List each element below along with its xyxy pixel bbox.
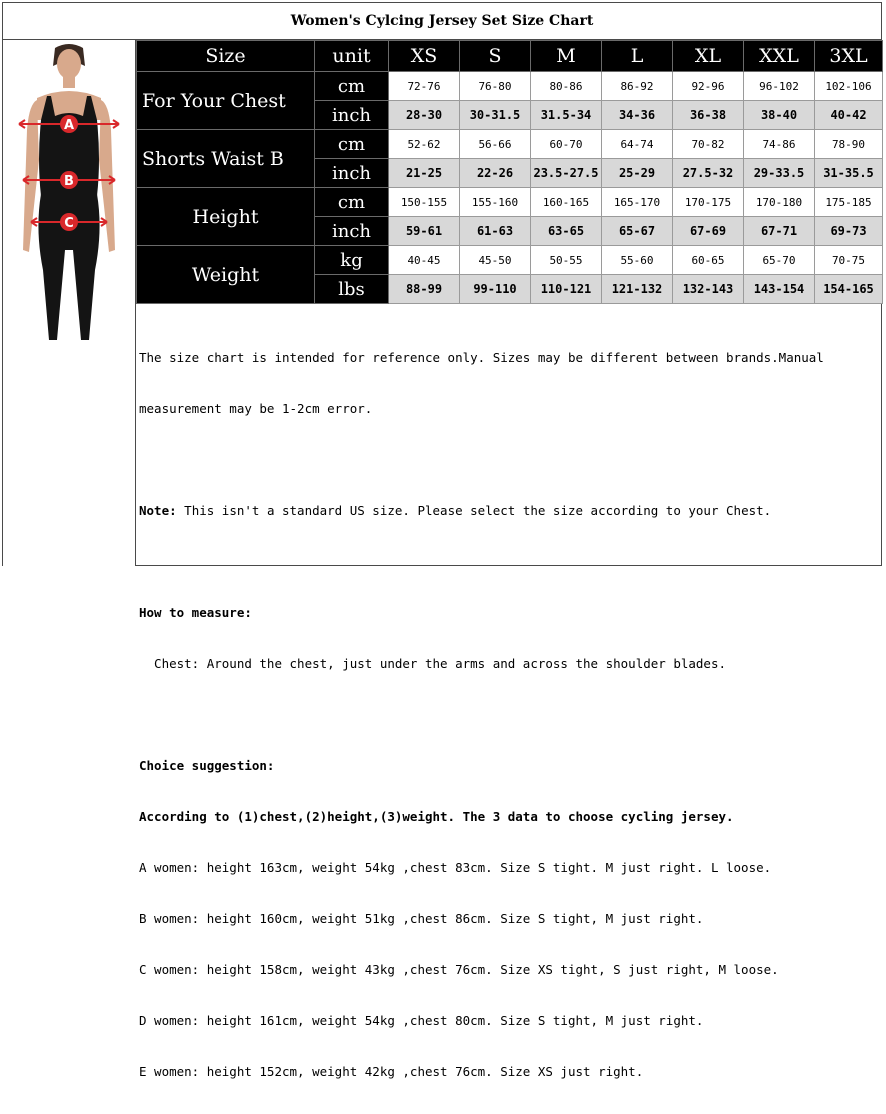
- height-xs-value: 59-61: [389, 217, 460, 246]
- waist-xl-value: 27.5-32: [673, 159, 744, 188]
- size-l-header: L: [602, 41, 673, 72]
- chest-metric-row: [137, 72, 883, 101]
- weight-m-value: 110-121: [531, 275, 602, 304]
- size-header: Size: [137, 41, 315, 72]
- example-e: E women: height 152cm, weight 42kg ,chest 76cm. Size XS just right.: [139, 1064, 644, 1079]
- size-m-header: M: [531, 41, 602, 72]
- waist-3xl-value: 78-90: [815, 130, 883, 159]
- note-label: Note:: [139, 503, 177, 518]
- chest-label: For Your Chest: [137, 72, 315, 130]
- waist-xl-value: 70-82: [673, 130, 744, 159]
- waist-l-value: 25-29: [602, 159, 673, 188]
- weight-xs-value: 88-99: [389, 275, 460, 304]
- height-label: Height: [137, 188, 315, 246]
- height-xl-value: 67-69: [673, 217, 744, 246]
- weight-xl-value: 132-143: [673, 275, 744, 304]
- height-m-value: 63-65: [531, 217, 602, 246]
- waist-label: Shorts Waist B: [137, 130, 315, 188]
- example-b: B women: height 160cm, weight 51kg ,chest 86cm. Size S tight, M just right.: [139, 911, 704, 926]
- weight-l-value: 121-132: [602, 275, 673, 304]
- svg-text:B: B: [64, 174, 74, 189]
- height-m-value: 160-165: [531, 188, 602, 217]
- header-row: [137, 41, 883, 72]
- size-3xl-header: 3XL: [815, 41, 883, 72]
- height-l-value: 65-67: [602, 217, 673, 246]
- height-xl-value: 170-175: [673, 188, 744, 217]
- weight-metric-row: [137, 246, 883, 275]
- height-3xl-value: 69-73: [815, 217, 883, 246]
- size-xs-header: XS: [389, 41, 460, 72]
- choice-rule: According to (1)chest,(2)height,(3)weight. The 3 data to choose cycling jersey.: [139, 809, 734, 824]
- chest-xs-value: 28-30: [389, 101, 460, 130]
- height-unit-imperial: inch: [315, 217, 389, 246]
- chest-l-value: 34-36: [602, 101, 673, 130]
- chest-xl-value: 36-38: [673, 101, 744, 130]
- chest-s-value: 76-80: [460, 72, 531, 101]
- marker-b: [60, 171, 78, 189]
- waist-l-value: 64-74: [602, 130, 673, 159]
- how-to-measure-heading: How to measure:: [139, 605, 252, 620]
- waist-unit-imperial: inch: [315, 159, 389, 188]
- example-d: D women: height 161cm, weight 54kg ,chest 80cm. Size S tight, M just right.: [139, 1013, 704, 1028]
- height-3xl-value: 175-185: [815, 188, 883, 217]
- height-xxl-value: 67-71: [744, 217, 815, 246]
- chart-title: Women's Cylcing Jersey Set Size Chart: [3, 3, 881, 40]
- weight-s-value: 99-110: [460, 275, 531, 304]
- chest-xxl-value: 96-102: [744, 72, 815, 101]
- model-arm-right: [99, 100, 115, 252]
- choice-suggestion-heading: Choice suggestion:: [139, 758, 275, 773]
- waist-xs-value: 52-62: [389, 130, 460, 159]
- waist-s-value: 22-26: [460, 159, 531, 188]
- height-xs-value: 150-155: [389, 188, 460, 217]
- weight-unit-metric: kg: [315, 246, 389, 275]
- waist-metric-row: [137, 130, 883, 159]
- how-to-measure-text: Chest: Around the chest, just under the arms and across the shoulder blades.: [139, 656, 726, 671]
- marker-a: [60, 115, 78, 133]
- note-line: [139, 502, 879, 519]
- weight-m-value: 50-55: [531, 246, 602, 275]
- size-table: [136, 40, 883, 304]
- chest-l-value: 86-92: [602, 72, 673, 101]
- weight-3xl-value: 154-165: [815, 275, 883, 304]
- weight-3xl-value: 70-75: [815, 246, 883, 275]
- svg-text:C: C: [64, 216, 74, 231]
- waist-xxl-value: 74-86: [744, 130, 815, 159]
- reference-note-line-2: measurement may be 1-2cm error.: [139, 401, 373, 416]
- weight-l-value: 55-60: [602, 246, 673, 275]
- size-xl-header: XL: [673, 41, 744, 72]
- chest-m-value: 31.5-34: [531, 101, 602, 130]
- weight-xl-value: 60-65: [673, 246, 744, 275]
- waist-m-value: 23.5-27.5: [531, 159, 602, 188]
- weight-s-value: 45-50: [460, 246, 531, 275]
- marker-c: [60, 213, 78, 231]
- chest-xs-value: 72-76: [389, 72, 460, 101]
- height-s-value: 61-63: [460, 217, 531, 246]
- waist-s-value: 56-66: [460, 130, 531, 159]
- waist-3xl-value: 31-35.5: [815, 159, 883, 188]
- chest-s-value: 30-31.5: [460, 101, 531, 130]
- height-metric-row: [137, 188, 883, 217]
- model-arm-left: [23, 100, 39, 252]
- chest-m-value: 80-86: [531, 72, 602, 101]
- svg-text:A: A: [63, 118, 75, 133]
- size-s-header: S: [460, 41, 531, 72]
- waist-m-value: 60-70: [531, 130, 602, 159]
- model-neck: [63, 76, 75, 88]
- model-illustration: [3, 40, 135, 566]
- height-xxl-value: 170-180: [744, 188, 815, 217]
- model-figure: [3, 40, 136, 566]
- chest-unit-imperial: inch: [315, 101, 389, 130]
- size-chart-frame: [2, 2, 882, 1079]
- reference-note-line-1: The size chart is intended for reference only. Sizes may be different between brands.Manual: [139, 350, 824, 365]
- size-xxl-header: XXL: [744, 41, 815, 72]
- chest-xxl-value: 38-40: [744, 101, 815, 130]
- notes-section: [139, 315, 879, 1114]
- height-l-value: 165-170: [602, 188, 673, 217]
- unit-header: unit: [315, 41, 389, 72]
- chest-3xl-value: 102-106: [815, 72, 883, 101]
- chest-xl-value: 92-96: [673, 72, 744, 101]
- height-unit-metric: cm: [315, 188, 389, 217]
- weight-xxl-value: 143-154: [744, 275, 815, 304]
- weight-label: Weight: [137, 246, 315, 304]
- weight-xxl-value: 65-70: [744, 246, 815, 275]
- waist-xxl-value: 29-33.5: [744, 159, 815, 188]
- example-a: A women: height 163cm, weight 54kg ,chest 83cm. Size S tight. M just right. L loose.: [139, 860, 772, 875]
- chest-3xl-value: 40-42: [815, 101, 883, 130]
- waist-xs-value: 21-25: [389, 159, 460, 188]
- note-text: This isn't a standard US size. Please select the size according to your Chest.: [176, 503, 772, 518]
- height-s-value: 155-160: [460, 188, 531, 217]
- chest-unit-metric: cm: [315, 72, 389, 101]
- example-c: C women: height 158cm, weight 43kg ,chest 76cm. Size XS tight, S just right, M loose.: [139, 962, 779, 977]
- weight-xs-value: 40-45: [389, 246, 460, 275]
- model-head: [57, 49, 81, 79]
- waist-unit-metric: cm: [315, 130, 389, 159]
- weight-unit-imperial: lbs: [315, 275, 389, 304]
